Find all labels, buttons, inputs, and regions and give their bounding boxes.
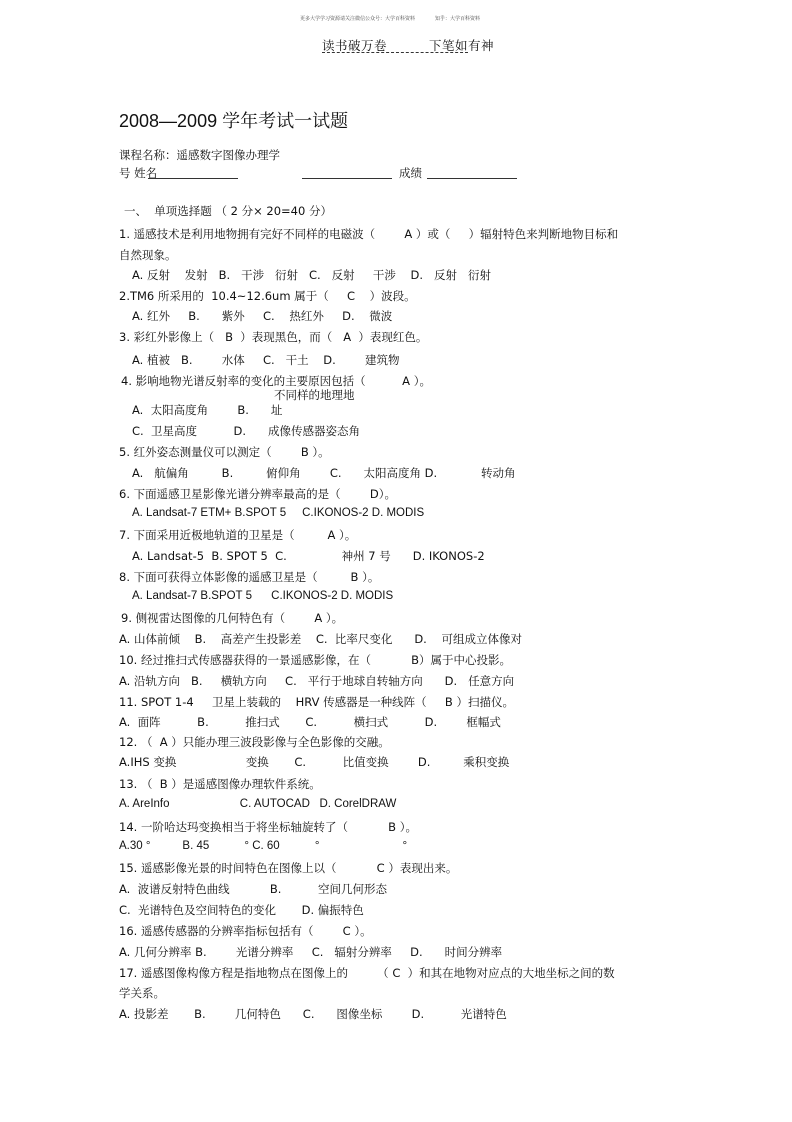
question-9: 9. 侧视雷达图像的几何特色有（ A ）。 [121,611,344,625]
score-field[interactable] [427,178,517,179]
course-name: 课程名称：遥感数字图像办理学 [119,148,280,162]
question-17-cont: 学关系。 [119,986,165,1000]
question-1-cont: 自然现象。 [119,248,177,262]
question-6: 6. 下面遥感卫星影像光谱分辨率最高的是（ D）。 [119,487,396,501]
question-7: 7. 下面采用近极地轨道的卫星是（ A ）。 [119,528,357,542]
motto-left: 读书破万卷 [322,38,388,53]
question-16-options: A. 几何分辨率 B. 光谱分辨率 C. 辐射分辨率 D. 时间分辨率 [119,945,503,959]
question-17-options: A. 投影差 B. 几何特色 C. 图像坐标 D. 光谱特色 [119,1007,507,1021]
score-label: 成绩 [399,166,422,180]
question-5-options: A. 航偏角 B. 俯仰角 C. 太阳高度角 D. 转动角 [132,466,516,480]
motto-right: 下笔如有神 [429,38,495,53]
question-8-options: A. Landsat-7 B.SPOT 5 C.IKONOS-2 D. MODIS [132,590,394,602]
question-4: 4. 影响地物光谱反射率的变化的主要原因包括（ A ）。 [121,374,431,388]
question-12-options: A.IHS 变换 变换 C. 比值变换 D. 乘积变换 [119,755,510,769]
section-heading: 一、 单项选择题 （ 2 分× 20=40 分） [124,204,332,218]
question-14: 14. 一阶哈达玛变换相当于将坐标轴旋转了（ B ）。 [119,820,417,834]
name-label: 姓名 [134,166,158,180]
blank-field[interactable] [302,178,392,179]
question-15-options-cd: C. 光谱特色及空间特色的变化 D. 偏振特色 [119,903,364,917]
question-13-options: A. AreInfo C. AUTOCAD D. CorelDRAW [119,798,397,810]
header-notice-right: 知乎：大学百科资料 [435,16,481,22]
question-1: 1. 遥感技术是利用地物拥有完好不同样的电磁波（ A ）或（ ）辐射特色来判断地物目标和 [119,227,619,241]
header-notice-left: 更多大学学习资源请关注微信公众号：大学百科资料 [300,16,416,22]
question-3-options: A. 植被 B. 水体 C. 干土 D. 建筑物 [132,353,400,367]
question-9-options: A. 山体前倾 B. 高差产生投影差 C. 比率尺变化 D. 可组成立体像对 [119,632,522,646]
question-10: 10. 经过推扫式传感器获得的一景遥感影像，在（ B）属于中心投影。 [119,653,512,667]
question-8: 8. 下面可获得立体影像的遥感卫星是（ B ）。 [119,570,380,584]
question-1-options: A. 反射 发射 B. 干涉 衍射 C. 反射 干涉 D. 反射 衍射 [132,268,492,282]
question-11-options: A. 面阵 B. 推扫式 C. 横扫式 D. 框幅式 [119,715,501,729]
question-4-options-cd: C. 卫星高度 D. 成像传感器姿态角 [132,424,360,438]
question-3: 3. 彩红外影像上（ B ）表现黑色，而（ A ）表现红色。 [119,330,428,344]
question-11: 11. SPOT 1-4 卫星上装载的 HRV 传感器是一种线阵（ B ）扫描仪。 [119,695,514,709]
question-17: 17. 遥感图像构像方程是指地物点在图像上的 （ C ）和其在地物对应点的大地坐标之间的数 [119,966,615,980]
question-4-options-ab: A. 太阳高度角 B. 址 [132,403,283,417]
question-5: 5. 红外姿态测量仪可以测定（ B ）。 [119,445,330,459]
motto-underline [322,52,468,53]
question-15: 15. 遥感影像光景的时间特色在图像上以（ C ）表现出来。 [119,861,458,875]
question-10-options: A. 沿轨方向 B. 横轨方向 C. 平行于地球自转轴方向 D. 任意方向 [119,674,515,688]
question-15-options-ab: A. 波谱反射特色曲线 B. 空间几何形态 [119,882,387,896]
question-2: 2.TM6 所采用的 10.4~12.6um 属于（ C ）波段。 [119,289,416,303]
question-4-option-b-text: 不同样的地理地 [274,388,355,402]
question-13: 13. （ B ）是遥感图像办理软件系统。 [119,777,321,791]
question-6-options: A. Landsat-7 ETM+ B.SPOT 5 C.IKONOS-2 D. MODIS [132,507,425,519]
id-label: 号 [119,166,131,180]
name-field[interactable] [148,178,238,179]
question-14-options: A.30 ° B. 45 ° C. 60 ° ° [119,840,408,852]
question-2-options: A. 红外 B. 紫外 C. 热红外 D. 微波 [132,309,393,323]
question-7-options: A. Landsat-5 B. SPOT 5 C. 神州 7 号 D. IKONOS-2 [132,549,485,563]
exam-title: 2008—2009 学年考试一试题 [119,111,349,131]
question-16: 16. 遥感传感器的分辨率指标包括有（ C ）。 [119,924,372,938]
question-12: 12. （ A ）只能办理三波段影像与全色影像的交融。 [119,735,390,749]
